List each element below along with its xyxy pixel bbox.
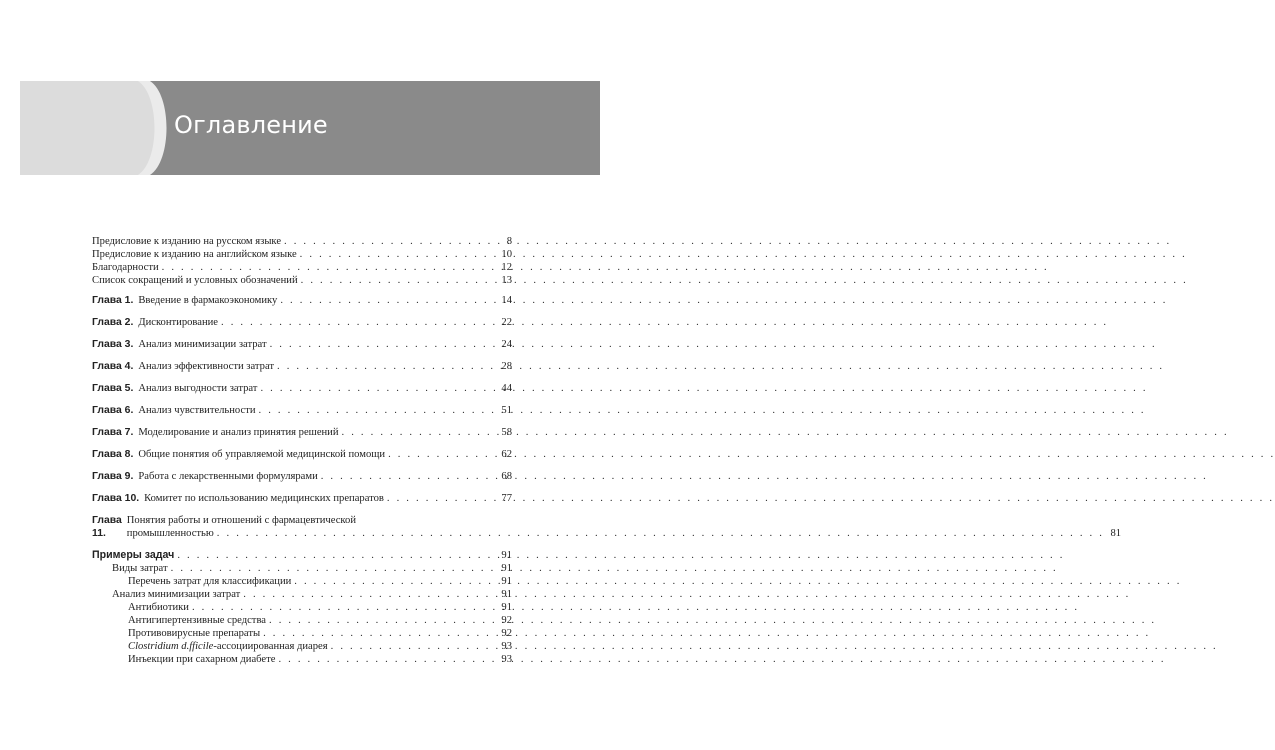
toc-page-number: 81	[1110, 528, 1122, 539]
toc-entry-chapter-7[interactable]	[92, 426, 512, 439]
toc-entry-chapter-11[interactable]	[92, 514, 1122, 540]
toc-leader-dots	[387, 492, 495, 505]
toc-page-number: 62	[501, 449, 512, 460]
toc-subentry[interactable]	[92, 601, 512, 614]
toc-entry-chapter-2[interactable]	[92, 316, 512, 329]
toc-entry-title: Список сокращений и условных обозначений	[92, 275, 298, 286]
toc-subentry[interactable]	[92, 575, 512, 588]
toc-page-number: 91	[501, 563, 512, 574]
toc-page-number: 91	[501, 576, 512, 587]
chapter-title: Анализ минимизации затрат	[138, 339, 267, 350]
toc-leader-dots	[269, 614, 495, 627]
toc-subentry[interactable]	[92, 640, 512, 653]
toc-leader-dots	[278, 653, 495, 666]
chapter-label: Глава 7.	[92, 427, 134, 438]
toc-page-number: 91	[501, 550, 512, 561]
toc-entry-title: -ассоциированная диарея	[213, 641, 328, 652]
toc-leader-dots	[177, 549, 495, 562]
toc-leader-dots	[331, 640, 495, 653]
toc-leader-dots	[300, 248, 495, 261]
toc-page-number: 24	[501, 339, 512, 350]
page-title: Оглавление	[174, 111, 328, 139]
toc-entry-title: Перечень затрат для классификации	[128, 576, 292, 587]
toc-page-number: 93	[501, 654, 512, 665]
chapter-title: Комитет по использованию медицинских препаратов	[144, 493, 384, 504]
toc-page-number: 77	[501, 493, 512, 504]
toc-page-number: 91	[501, 589, 512, 600]
toc-entry-examples[interactable]	[92, 549, 512, 562]
toc-leader-dots	[263, 627, 495, 640]
toc-entry-chapter-10[interactable]	[92, 492, 512, 505]
toc-entry-title: Антигипертензивные средства	[128, 615, 267, 626]
toc-entry-preface-ru[interactable]	[92, 235, 512, 248]
toc-leader-dots	[280, 294, 495, 307]
table-of-contents	[92, 235, 1122, 666]
chapter-label: Глава 9.	[92, 471, 134, 482]
chapter-label: Глава 4.	[92, 361, 134, 372]
toc-entry-title: Предисловие к изданию на английском языке	[92, 249, 297, 260]
toc-leader-dots	[342, 426, 495, 439]
toc-leader-dots	[171, 562, 495, 575]
toc-leader-dots	[243, 588, 495, 601]
chapter-label: Глава 5.	[92, 383, 134, 394]
chapter-label: Глава 3.	[92, 339, 134, 350]
chapter-title-line2: промышленностью	[126, 528, 214, 539]
chapter-title: Введение в фармакоэкономику	[138, 295, 278, 306]
chapter-title: Работа с лекарственными формулярами	[138, 471, 318, 482]
chapter-title: Моделирование и анализ принятия решений	[138, 427, 339, 438]
toc-entry-title: Благодарности	[92, 262, 159, 273]
toc-page-number: 10	[501, 249, 512, 260]
toc-entry-chapter-9[interactable]	[92, 470, 512, 483]
toc-subentry[interactable]	[92, 588, 512, 601]
chapter-label: Глава 2.	[92, 317, 134, 328]
chapter-title: Анализ выгодности затрат	[138, 383, 258, 394]
toc-entry-title: Виды затрат	[112, 563, 168, 574]
toc-page-number: 22	[501, 317, 512, 328]
chapter-label: Глава 10.	[92, 493, 140, 504]
toc-page-number: 51	[501, 405, 512, 416]
toc-leader-dots	[294, 575, 495, 588]
toc-page-number: 68	[501, 471, 512, 482]
chapter-title: Анализ чувствительности	[138, 405, 256, 416]
chapter-title: Общие понятия об управляемой медицинской помощи	[138, 449, 386, 460]
toc-leader-dots	[388, 448, 495, 461]
toc-entry-chapter-1[interactable]	[92, 294, 512, 307]
toc-page-number: 13	[501, 275, 512, 286]
toc-subentry[interactable]	[92, 627, 512, 640]
toc-leader-dots	[260, 382, 495, 395]
toc-entry-preface-en[interactable]	[92, 248, 512, 261]
chapter-title: Анализ эффективности затрат	[138, 361, 275, 372]
toc-subentry[interactable]	[92, 562, 512, 575]
section-title: Примеры задач	[92, 549, 175, 561]
chapter-label: Глава 11.	[92, 515, 122, 539]
chapter-label: Глава 1.	[92, 295, 134, 306]
toc-page-number: 91	[501, 602, 512, 613]
toc-entry-acknowledgements[interactable]	[92, 261, 512, 274]
toc-page-number: 44	[501, 383, 512, 394]
toc-entry-title: Анализ минимизации затрат	[112, 589, 241, 600]
toc-leader-dots	[217, 527, 1104, 540]
toc-leader-dots	[270, 338, 495, 351]
toc-page-number: 12	[501, 262, 512, 273]
toc-page-number: 92	[501, 615, 512, 626]
toc-page-number: 8	[506, 236, 512, 247]
toc-entry-title: Антибиотики	[128, 602, 189, 613]
toc-entry-chapter-4[interactable]	[92, 360, 512, 373]
toc-leader-dots	[162, 261, 495, 274]
chapter-label: Глава 6.	[92, 405, 134, 416]
toc-page-number: 28	[501, 361, 512, 372]
toc-entry-chapter-3[interactable]	[92, 338, 512, 351]
toc-entry-title: Предисловие к изданию на русском языке	[92, 236, 282, 247]
toc-leader-dots	[284, 235, 495, 248]
toc-entry-title-italic: Clostridium d.fficile	[128, 641, 214, 652]
toc-entry-title: Противовирусные препараты	[128, 628, 261, 639]
toc-page-number: 93	[501, 641, 512, 652]
chapter-title-line1: Понятия работы и отношений с фармацевтической	[126, 515, 356, 526]
chapter-label: Глава 8.	[92, 449, 134, 460]
toc-subentry[interactable]	[92, 653, 512, 666]
toc-leader-dots	[221, 316, 495, 329]
toc-page-number: 14	[501, 295, 512, 306]
toc-entry-chapter-8[interactable]	[92, 448, 512, 461]
toc-subentry[interactable]	[92, 614, 512, 627]
toc-leader-dots	[259, 404, 496, 417]
toc-entry-chapter-5[interactable]	[92, 382, 512, 395]
toc-page-number: 92	[501, 628, 512, 639]
toc-leader-dots	[301, 274, 495, 287]
toc-entry-chapter-6[interactable]	[92, 404, 512, 417]
toc-entry-title: Инъекции при сахарном диабете	[128, 654, 276, 665]
chapter-title: Дисконтирование	[138, 317, 219, 328]
toc-entry-abbreviations[interactable]	[92, 274, 512, 287]
toc-leader-dots	[321, 470, 495, 483]
toc-page-number: 58	[501, 427, 512, 438]
toc-leader-dots	[277, 360, 495, 373]
toc-leader-dots	[192, 601, 495, 614]
